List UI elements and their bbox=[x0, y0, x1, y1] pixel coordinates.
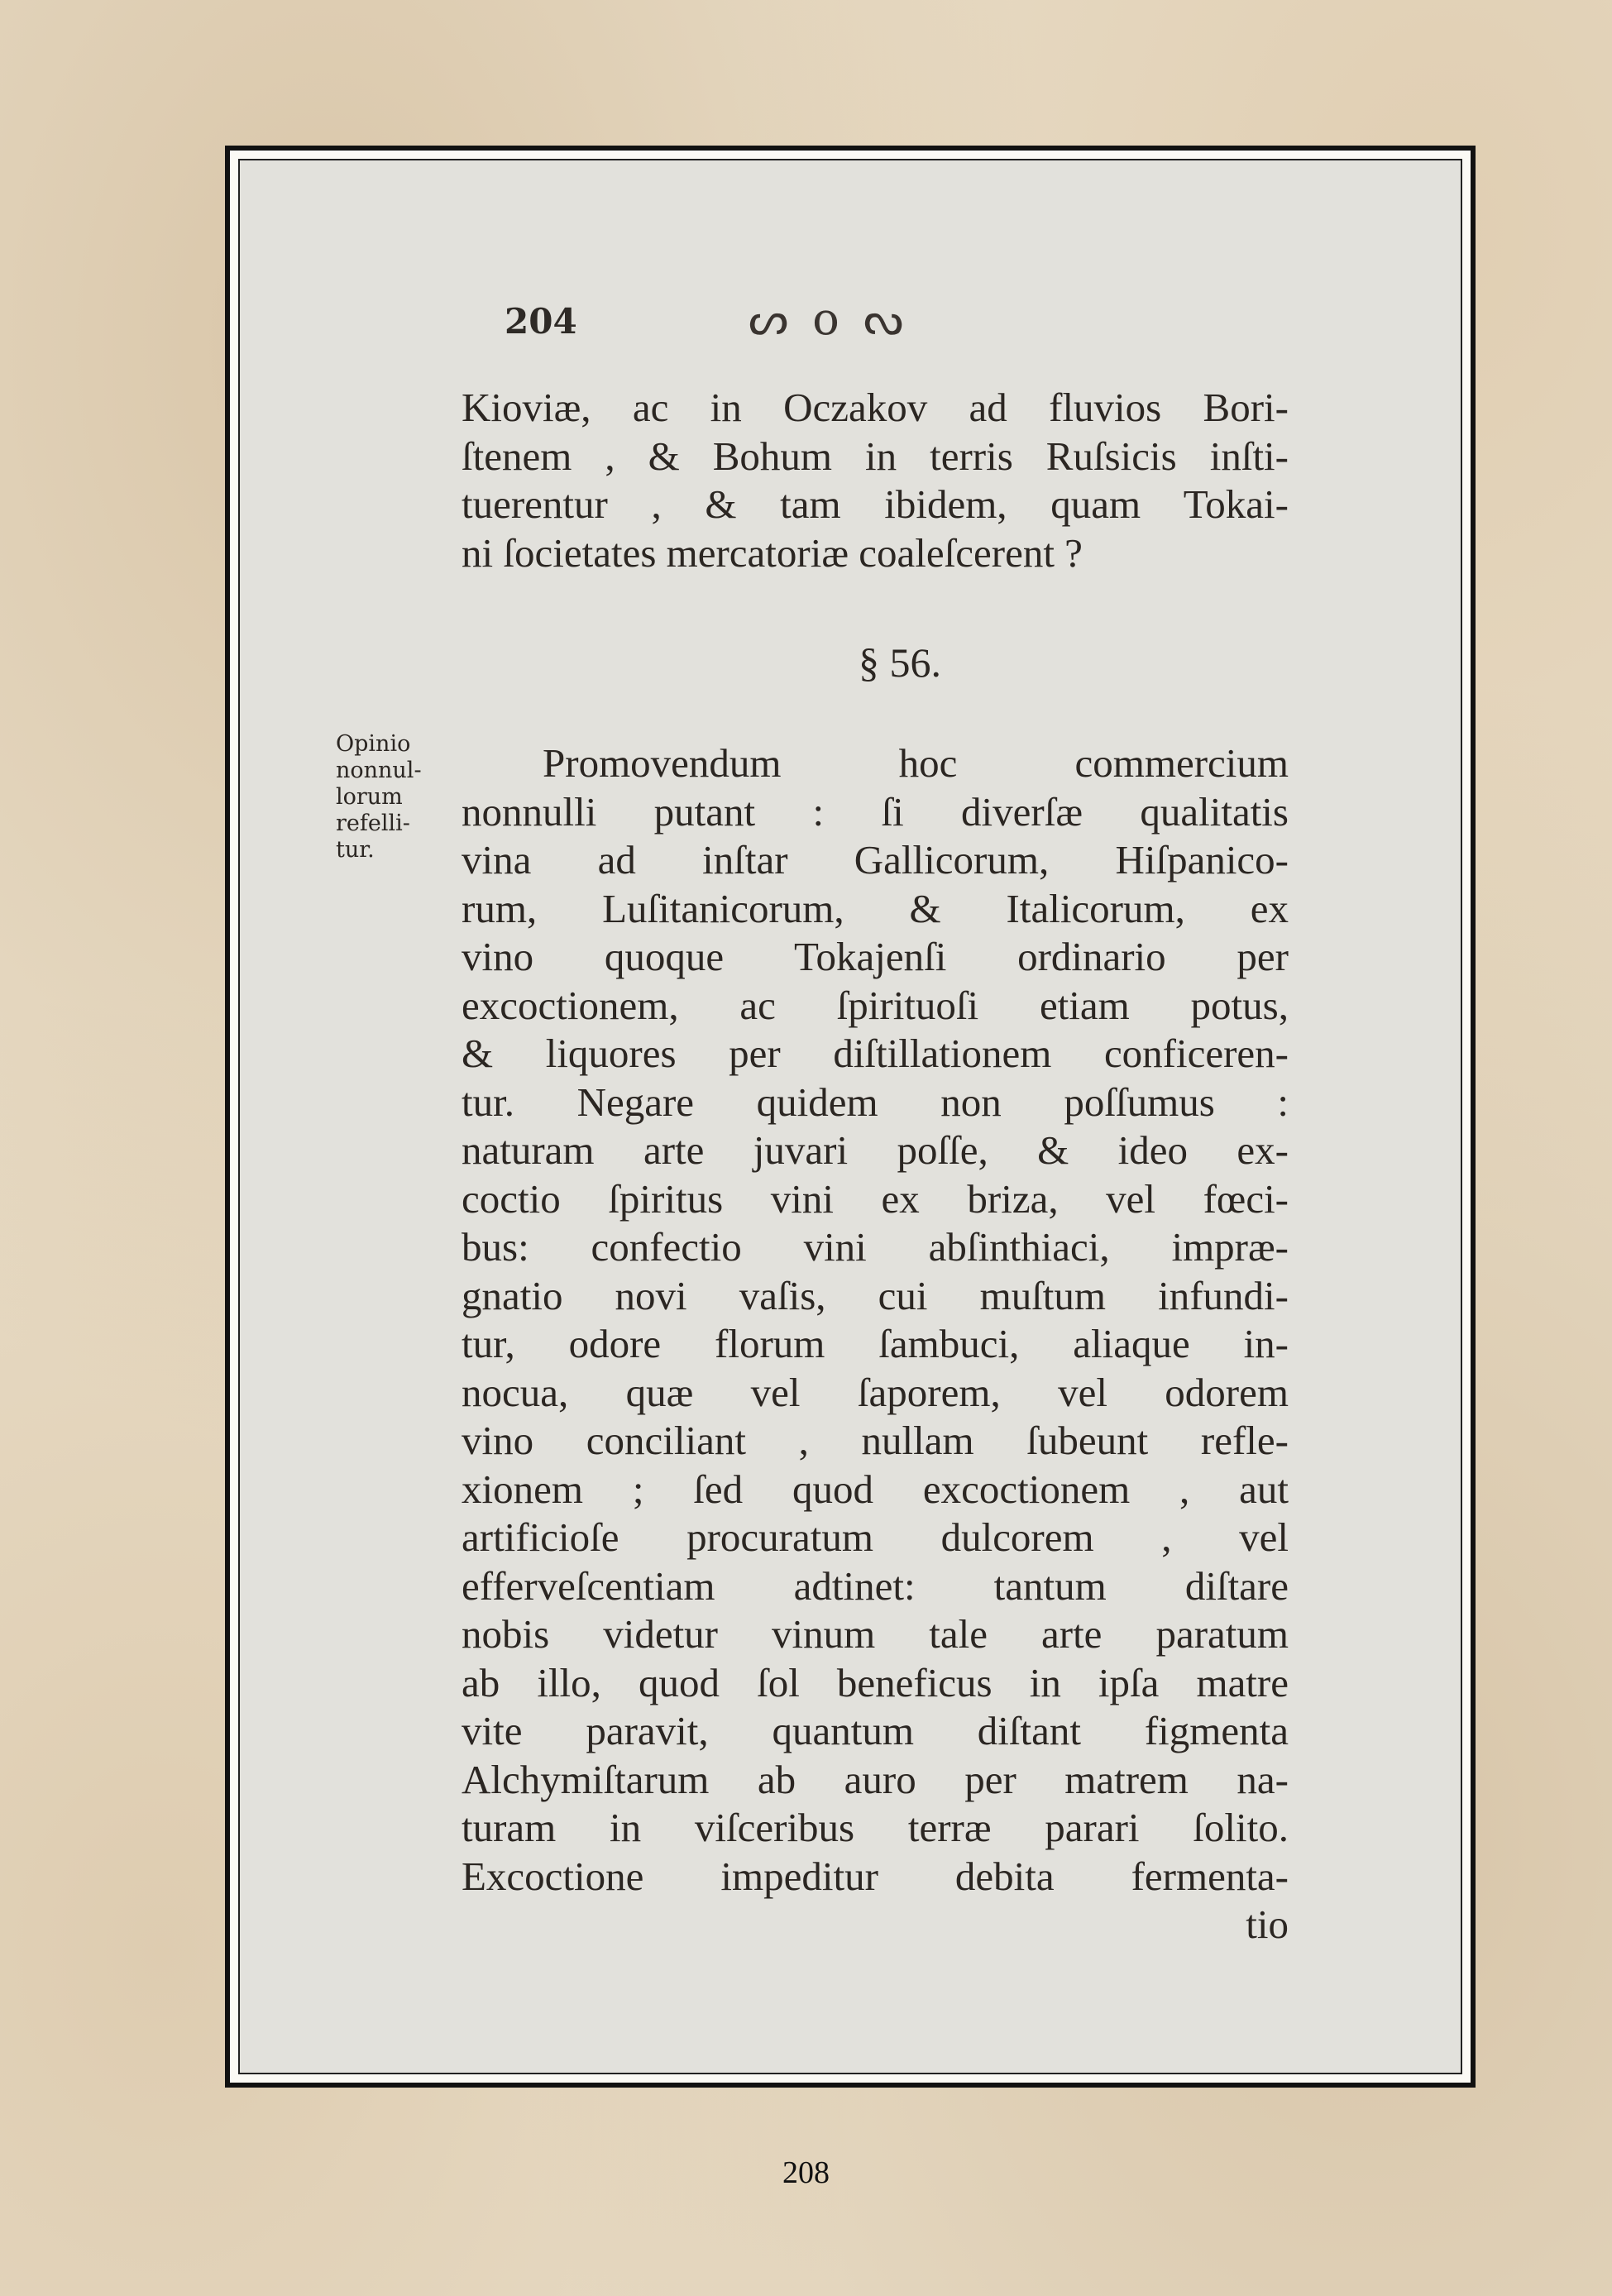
section-heading: § 56. bbox=[859, 639, 941, 686]
text-line: vino conciliant , nullam ſubeunt refle- bbox=[462, 1418, 1289, 1463]
text-line: Alchymiſtarum ab auro per matrem na- bbox=[462, 1756, 1289, 1802]
marginal-note-line: tur. bbox=[336, 837, 375, 863]
text-line: rum, Luſitanicorum, & Italicorum, ex bbox=[462, 885, 1289, 931]
marginal-note-line: lorum bbox=[336, 784, 403, 810]
text-line: excoctionem, ac ſpirituoſi etiam potus, bbox=[462, 982, 1289, 1028]
text-line: vite paravit, quantum diſtant figmenta bbox=[462, 1708, 1289, 1753]
scanned-page bbox=[238, 159, 1462, 2074]
paragraph-2 bbox=[462, 739, 1289, 1949]
text-line: tur. Negare quidem non poſſumus : bbox=[462, 1079, 1289, 1125]
footer-page-number: 208 bbox=[782, 2155, 830, 2190]
marginal-note bbox=[336, 731, 468, 863]
text-line: artificioſe procuratum dulcorem , vel bbox=[462, 1514, 1289, 1560]
text-line: ſtenem , & Bohum in terris Ruſsicis inſti- bbox=[462, 433, 1289, 479]
marginal-note-line: refelli- bbox=[336, 811, 410, 836]
text-line: nocua, quæ vel ſaporem, vel odorem bbox=[462, 1369, 1289, 1415]
text-line: Kioviæ, ac in Oczakov ad fluvios Bori- bbox=[462, 385, 1289, 430]
marginal-note-line: nonnul- bbox=[336, 758, 422, 783]
marginal-note-line: Opinio bbox=[336, 731, 411, 757]
text-line: nobis videtur vinum tale arte paratum bbox=[462, 1611, 1289, 1657]
text-line: gnatio novi vaſis, cui muſtum infundi- bbox=[462, 1272, 1289, 1318]
text-line: xionem ; ſed quod excoctionem , aut bbox=[462, 1466, 1289, 1512]
text-line: Promovendum hoc commercium bbox=[543, 740, 1289, 786]
running-head bbox=[240, 293, 1461, 351]
scanned-page-frame bbox=[225, 146, 1476, 2088]
text-line: efferveſcentiam adtinet: tantum diſtare bbox=[462, 1562, 1289, 1609]
text-line: coctio ſpiritus vini ex briza, vel fœci- bbox=[462, 1175, 1289, 1222]
paragraph-1 bbox=[462, 384, 1289, 577]
text-line: vino quoque Tokajenſi ordinario per bbox=[462, 934, 1289, 979]
text-line: tuerentur , & tam ibidem, quam Tokai- bbox=[462, 481, 1289, 527]
text-line: & liquores per diſtillationem conficeren- bbox=[462, 1031, 1289, 1076]
text-line: Excoctione impeditur debita fermenta- bbox=[462, 1853, 1289, 1899]
text-line: ab illo, quod ſol beneficus in ipſa matre bbox=[462, 1659, 1289, 1705]
text-line: naturam arte juvari poſſe, & ideo ex- bbox=[462, 1127, 1289, 1173]
text-line: ni ſocietates mercatoriæ coaleſcerent ? bbox=[462, 529, 1083, 576]
text-line: bus: confectio vini abſinthiaci, impræ- bbox=[462, 1224, 1289, 1270]
text-line: turam in viſceribus terræ parari ſolito. bbox=[462, 1805, 1289, 1850]
text-line: nonnulli putant : ſi diverſæ qualitatis bbox=[462, 788, 1289, 835]
header-ornament: ᔕ o ᔓ bbox=[749, 293, 909, 345]
text-line: vina ad inſtar Gallicorum, Hiſpanico- bbox=[462, 837, 1289, 883]
text-line: tur, odore florum ſambuci, aliaque in- bbox=[462, 1321, 1289, 1366]
catchword: tio bbox=[1246, 1901, 1289, 1947]
original-page-number: 204 bbox=[505, 301, 577, 342]
